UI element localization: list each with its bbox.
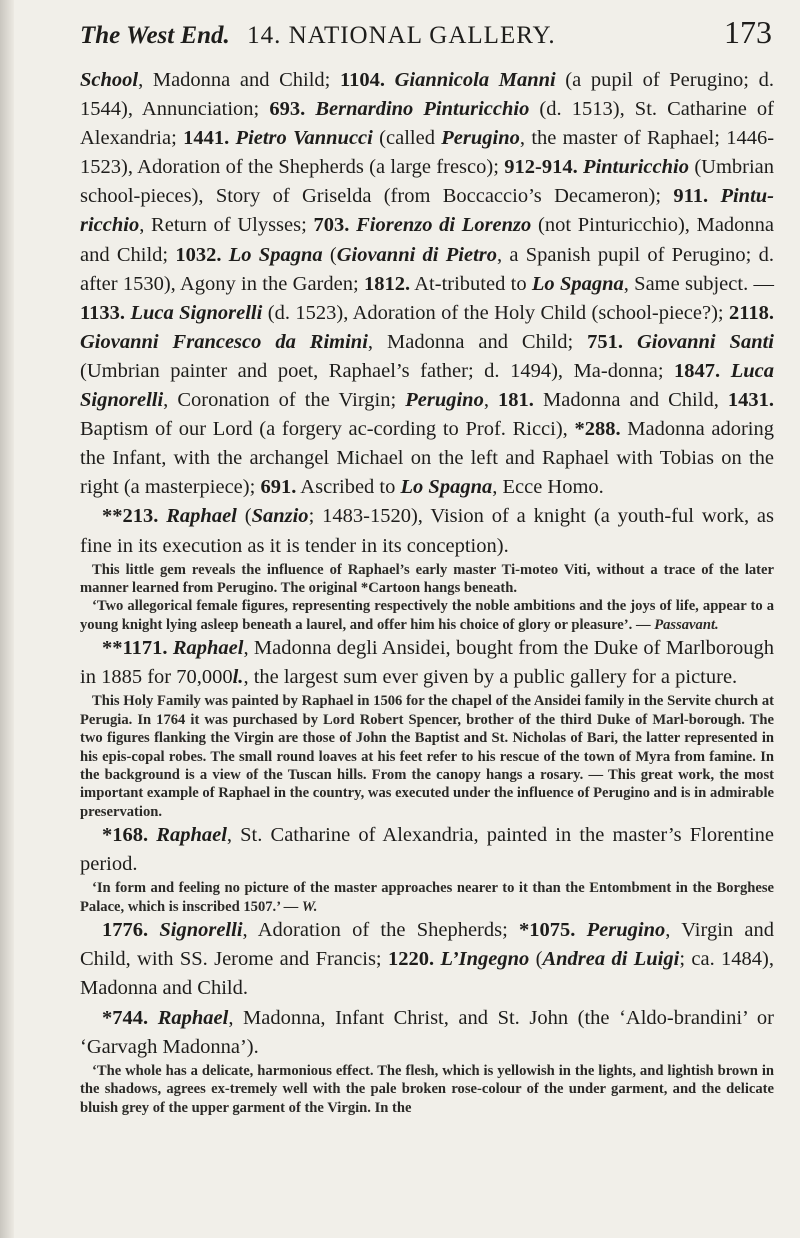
commentary-note: ‘Two allegorical female figures, representing respectively the noble ambitions and the joys of life, appear to a young knight lying asleep beneath a laurel, and offer him his choice of glory or pleasure’. — Passavant. bbox=[80, 598, 774, 633]
entry-paragraph: *744. Raphael, Madonna, Infant Christ, and St. John (the ‘Aldo-brandini’ or ‘Garvagh Madonna’). bbox=[80, 1006, 774, 1058]
running-header bbox=[80, 14, 772, 58]
page-number: 173 bbox=[724, 14, 772, 50]
entry-paragraph: 1776. Signorelli, Adoration of the Shepherds; *1075. Perugino, Virgin and Child, with SS. Jerome and Francis; 1220. L’Ingegno (Andrea di Luigi; ca. 1484), Madonna and Child. bbox=[80, 919, 774, 1000]
header-title: 14. NATIONAL GALLERY. bbox=[247, 22, 556, 49]
commentary-note: This Holy Family was painted by Raphael in 1506 for the chapel of the Ansidei family in the Servite church at Perugia. In 1764 it was purchased by Lord Robert Spencer, brother of the third Duke of Marl-borough. The two figures flanking the Virgin are those of John the Baptist and St. Nicholas of Bari, the latter represented in his epis-copal robes. The small round loaves at his feet refer to his rescue of the town of Myra from famine. In the background is a view of the Tuscan hills. From the canopy hangs a rosary. — This great work, the most important example of Raphael in the country, was executed under the influence of Perugino and is in admirable preservation. bbox=[80, 693, 774, 820]
commentary-note: ‘In form and feeling no picture of the master approaches nearer to it than the Entombment in the Borghese Palace, which is inscribed 1507.’ — W. bbox=[80, 880, 774, 915]
commentary-note: ‘The whole has a delicate, harmonious effect. The flesh, which is yellowish in the lights, and lightish brown in the shadows, agrees ex-tremely well with the pale broken rose-colour of the under garment, and the delicate bluish grey of the upper garment of the Virgin. In the bbox=[80, 1062, 774, 1116]
header-left bbox=[80, 22, 556, 50]
page-body bbox=[80, 66, 774, 1117]
entry-paragraph: **213. Raphael (Sanzio; 1483-1520), Vision of a knight (a youth-ful work, as fine in its execution as it is tender in its conception). bbox=[80, 505, 775, 557]
page-gutter-shadow bbox=[0, 0, 14, 1238]
commentary-note: This little gem reveals the influence of Raphael’s early master Ti-moteo Viti, without a trace of the later manner learned from Perugino. The original *Cartoon hangs beneath. bbox=[80, 561, 774, 596]
header-section: The West End. bbox=[80, 22, 230, 49]
entry-paragraph: *168. Raphael, St. Catharine of Alexandria, painted in the master’s Florentine period. bbox=[80, 824, 774, 876]
entry-paragraph: School, Madonna and Child; 1104. Giannicola Manni (a pupil of Perugino; d. 1544), Annunciation; 693. Bernardino Pinturicchio (d. 1513), St. Catharine of Alexandria; 1441. Pietro Vannucci (called Perugino, the master of Raphael; 1446-1523), Adoration of the Shepherds (a large fresco); 912-914. Pinturicchio (Umbrian school-pieces), Story of Griselda (from Boccaccio’s Decameron); 911. Pintu-ricchio, Return of Ulysses; 703. Fiorenzo di Lorenzo (not Pinturicchio), Madonna and Child; 1032. Lo Spagna (Giovanni di Pietro, a Spanish pupil of Perugino; d. after 1530), Agony in the Garden; 1812. At-tributed to Lo Spagna, Same subject. — 1133. Luca Signorelli (d. 1523), Adoration of the Holy Child (school-piece?); 2118. Giovanni Francesco da Rimini, Madonna and Child; 751. Giovanni Santi (Umbrian painter and poet, Raphael’s father; d. 1494), Ma-donna; 1847. Luca Signorelli, Coronation of the Virgin; Perugino, 181. Madonna and Child, 1431. Baptism of our Lord (a forgery ac-cording to Prof. Ricci), *288. Madonna adoring the Infant, with the archangel Michael on the left and Raphael with Tobias on the right (a masterpiece); 691. Ascribed to Lo Spagna, Ecce Homo. bbox=[80, 69, 775, 499]
entry-paragraph: **1171. Raphael, Madonna degli Ansidei, bought from the Duke of Marlborough in 1885 for 70,000l., the largest sum ever given by a public gallery for a picture. bbox=[80, 637, 774, 689]
